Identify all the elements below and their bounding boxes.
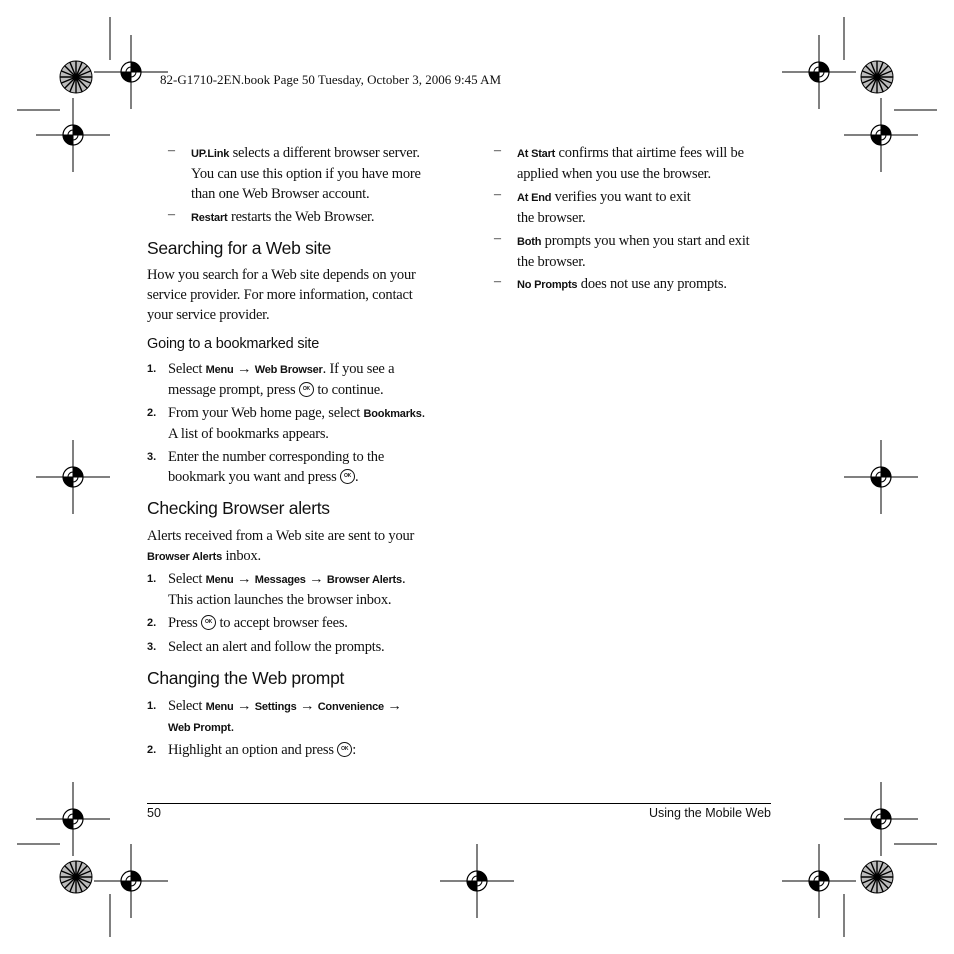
heading-bookmarked: Going to a bookmarked site [147, 336, 320, 352]
bullet-dash: – [168, 143, 175, 158]
page-number: 50 [147, 806, 161, 820]
step-number: 3. [147, 641, 157, 653]
step-number: 1. [147, 573, 157, 585]
color-star-target-icon [60, 861, 92, 893]
heading-web-prompt: Changing the Web prompt [147, 668, 345, 688]
paragraph-alerts: Alerts received from a Web site are sent to your Browser Alerts inbox. [147, 528, 415, 564]
heading-searching: Searching for a Web site [147, 238, 332, 258]
step-prompt-1: Select Menu → Settings → Convenience → Web Prompt. [168, 698, 402, 735]
step-alerts-1: Select Menu → Messages → Browser Alerts. This action launches the browser inbox. [168, 571, 406, 608]
registration-crosshair-icon [440, 844, 514, 918]
registration-crosshair-icon [844, 782, 918, 856]
step-number: 2. [147, 617, 157, 629]
print-slug: 82-G1710-2EN.book Page 50 Tuesday, October 3, 2006 9:45 AM [160, 72, 502, 87]
step-prompt-2: Highlight an option and press OK: [168, 740, 458, 760]
option-at-start: At Start confirms that airtime fees will be applied when you use the browser. [517, 145, 744, 182]
bullet-dash: – [494, 143, 501, 158]
step-alerts-3: Select an alert and follow the prompts. [168, 639, 385, 655]
step-bookmark-1: Select Menu → Web Browser. If you see a message prompt, press OK to continue. [168, 359, 458, 400]
chapter-title: Using the Mobile Web [648, 806, 771, 820]
step-alerts-2: Press OK to accept browser fees. [168, 613, 458, 633]
option-both: Both prompts you when you start and exit the browser. [517, 233, 750, 270]
ok-button-icon [299, 382, 314, 397]
color-star-target-icon [861, 861, 893, 893]
paragraph-searching: How you search for a Web site depends on your service provider. For more information, contact your service provider. [147, 267, 416, 323]
option-at-end: At End verifies you want to exit the browser. [517, 189, 691, 226]
step-number: 2. [147, 744, 157, 756]
keyword: UP.Link [191, 148, 230, 160]
bullet-dash: – [168, 207, 175, 222]
ok-button-icon [340, 469, 355, 484]
registration-crosshair-icon [36, 782, 110, 856]
registration-crosshair-icon [782, 35, 856, 109]
step-number: 2. [147, 407, 157, 419]
bullet-dash: – [494, 231, 501, 246]
registration-crosshair-icon [94, 35, 168, 109]
bullet-dash: – [494, 274, 501, 289]
ok-button-icon [201, 615, 216, 630]
ok-button-icon [337, 742, 352, 757]
color-star-target-icon [861, 61, 893, 93]
bullet-uplink: UP.Link selects a different browser server. You can use this option if you have more than one Web Browser account. [191, 145, 421, 202]
option-no-prompts: No Prompts does not use any prompts. [517, 276, 727, 292]
heading-alerts: Checking Browser alerts [147, 498, 330, 518]
color-star-target-icon [60, 61, 92, 93]
bullet-restart: Restart restarts the Web Browser. [191, 209, 375, 225]
step-number: 1. [147, 363, 157, 375]
step-number: 1. [147, 700, 157, 712]
registration-crosshair-icon [94, 844, 168, 918]
bullet-dash: – [494, 187, 501, 202]
step-bookmark-3: Enter the number corresponding to the bookmark you want and press OK. [168, 447, 458, 487]
registration-crosshair-icon [782, 844, 856, 918]
step-bookmark-2: From your Web home page, select Bookmarks. A list of bookmarks appears. [168, 405, 426, 442]
registration-crosshair-icon [844, 98, 918, 172]
registration-crosshair-icon [36, 440, 110, 514]
registration-crosshair-icon [36, 98, 110, 172]
step-number: 3. [147, 451, 157, 463]
registration-crosshair-icon [844, 440, 918, 514]
footer-rule [147, 803, 771, 804]
